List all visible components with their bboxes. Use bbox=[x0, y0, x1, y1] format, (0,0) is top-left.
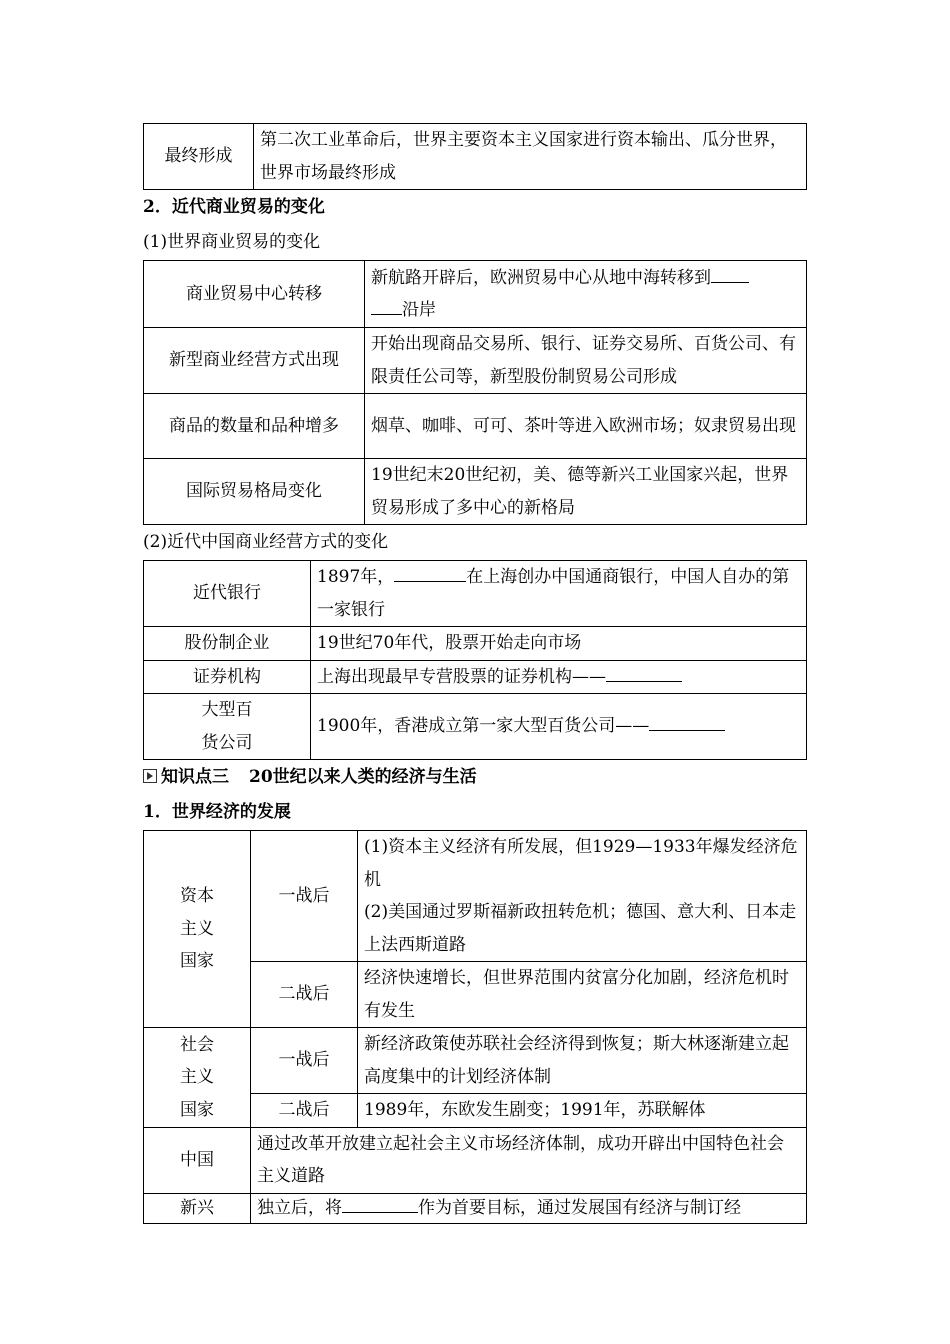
world-trade-table bbox=[143, 260, 807, 525]
modern-bank-content bbox=[311, 561, 807, 627]
capitalist-label-2: 主义 bbox=[180, 918, 214, 939]
securities-text-a: 上海出现最早专营股票的证券机构—— bbox=[317, 666, 606, 687]
trade-pattern-content: 19世纪末20世纪初，美、德等新兴工业国家兴起，世界贸易形成了多中心的新格局 bbox=[365, 459, 807, 525]
socialist-after-ww2-label: 二战后 bbox=[251, 1094, 358, 1128]
new-business-label: 新型商业经营方式出现 bbox=[144, 328, 365, 394]
capitalist-countries-label bbox=[144, 831, 251, 1028]
socialist-label-2: 主义 bbox=[180, 1067, 214, 1087]
section-1-title: 1．世界经济的发展 bbox=[143, 802, 291, 822]
fill-blank[interactable] bbox=[711, 262, 749, 283]
fill-blank[interactable] bbox=[606, 661, 682, 682]
modern-bank-text-a: 1897年， bbox=[317, 567, 395, 587]
capitalist-ww1-point-2: (2)美国通过罗斯福新政扭转危机；德国、意大利、日本走上法西斯道路 bbox=[364, 902, 797, 955]
world-economy-table bbox=[143, 830, 807, 1224]
socialist-countries-label bbox=[144, 1028, 251, 1128]
trade-center-text-a: 新航路开辟后，欧洲贸易中心从地中海转移到 bbox=[371, 267, 711, 288]
emerging-text-b: 作为首要目标，通过发展国有经济与制订经 bbox=[418, 1198, 741, 1218]
fill-blank[interactable] bbox=[371, 294, 402, 315]
play-triangle-icon bbox=[143, 769, 157, 783]
page-content bbox=[143, 123, 807, 1224]
modern-bank-label: 近代银行 bbox=[144, 561, 311, 627]
joint-stock-label: 股份制企业 bbox=[144, 627, 311, 661]
emerging-label: 新兴 bbox=[144, 1193, 251, 1223]
goods-increase-content: 烟草、咖啡、可可、茶叶等进入欧洲市场；奴隶贸易出现 bbox=[365, 394, 807, 459]
modern-bank-text-b: 在上海创办中国通商银行，中国人自办的第一家银行 bbox=[317, 567, 790, 620]
final-formation-content: 第二次工业革命后，世界主要资本主义国家进行资本输出、瓜分世界，世界市场最终形成 bbox=[254, 124, 807, 190]
joint-stock-content: 19世纪70年代，股票开始走向市场 bbox=[311, 627, 807, 661]
capitalist-label-1: 资本 bbox=[180, 886, 214, 907]
fill-blank[interactable] bbox=[394, 561, 466, 582]
knowledge-point-title: 20世纪以来人类的经济与生活 bbox=[249, 767, 477, 787]
capitalist-after-ww1-label: 一战后 bbox=[251, 831, 358, 962]
section-2-sub2: (2)近代中国商业经营方式的变化 bbox=[143, 532, 389, 552]
trade-center-label: 商业贸易中心转移 bbox=[144, 261, 365, 328]
department-store-content bbox=[311, 694, 807, 760]
emerging-content bbox=[251, 1193, 807, 1223]
capitalist-after-ww2-content: 经济快速增长，但世界范围内贫富分化加剧，经济危机时有发生 bbox=[358, 962, 807, 1028]
department-store-label bbox=[144, 694, 311, 760]
trade-pattern-label: 国际贸易格局变化 bbox=[144, 459, 365, 525]
capitalist-after-ww2-label: 二战后 bbox=[251, 962, 358, 1028]
china-label: 中国 bbox=[144, 1127, 251, 1193]
new-business-content: 开始出现商品交易所、银行、证券交易所、百货公司、有限责任公司等，新型股份制贸易公司形成 bbox=[365, 328, 807, 394]
department-store-label-1: 大型百 bbox=[201, 700, 253, 720]
capitalist-label-3: 国家 bbox=[180, 951, 214, 972]
final-formation-label: 最终形成 bbox=[144, 124, 254, 190]
securities-content bbox=[311, 660, 807, 694]
socialist-after-ww1-content: 新经济政策使苏联社会经济得到恢复；斯大林逐渐建立起高度集中的计划经济体制 bbox=[358, 1028, 807, 1094]
trade-center-text-b: 沿岸 bbox=[402, 300, 436, 320]
capitalist-after-ww1-content bbox=[358, 831, 807, 962]
goods-increase-label: 商品的数量和品种增多 bbox=[144, 394, 365, 459]
department-store-label-2: 货公司 bbox=[201, 732, 253, 753]
china-business-table bbox=[143, 560, 807, 760]
knowledge-point-3-heading bbox=[143, 760, 807, 795]
department-store-text-a: 1900年，香港成立第一家大型百货公司—— bbox=[317, 716, 650, 737]
securities-label: 证券机构 bbox=[144, 660, 311, 694]
fill-blank[interactable] bbox=[649, 710, 725, 731]
section-2-sub1: (1)世界商业贸易的变化 bbox=[143, 232, 321, 252]
trade-center-content bbox=[365, 261, 807, 328]
emerging-text-a: 独立后，将 bbox=[257, 1198, 342, 1218]
fill-blank[interactable] bbox=[342, 1194, 418, 1213]
socialist-label-1: 社会 bbox=[180, 1034, 214, 1055]
market-formation-table bbox=[143, 123, 807, 190]
socialist-label-3: 国家 bbox=[180, 1099, 214, 1120]
capitalist-ww1-point-1: (1)资本主义经济有所发展，但1929—1933年爆发经济危机 bbox=[364, 837, 798, 890]
china-content: 通过改革开放建立起社会主义市场经济体制，成功开辟出中国特色社会主义道路 bbox=[251, 1127, 807, 1193]
socialist-after-ww1-label: 一战后 bbox=[251, 1028, 358, 1094]
section-2-title: 2．近代商业贸易的变化 bbox=[143, 197, 325, 217]
socialist-after-ww2-content: 1989年，东欧发生剧变；1991年，苏联解体 bbox=[358, 1094, 807, 1128]
knowledge-point-label: 知识点三 bbox=[161, 767, 229, 787]
